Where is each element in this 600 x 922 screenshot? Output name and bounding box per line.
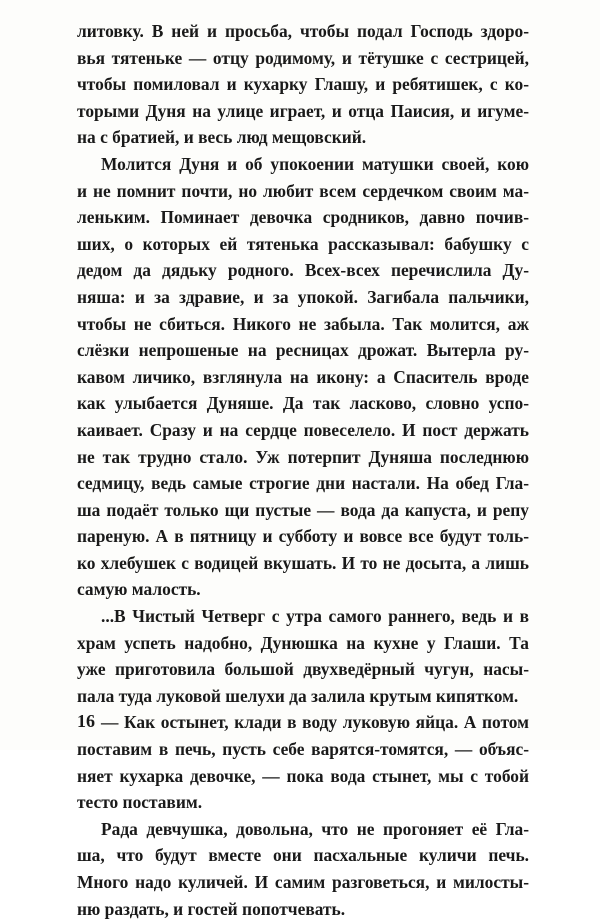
text-line: каивает. Сразу и на сердце повеселело. И пост держать — [77, 419, 529, 440]
text-line: чтобы помиловал и кухарку Глашу, и ребятишек, с ко- — [77, 74, 529, 95]
text-line: храм успеть надобно, Дунюшка на кухне у Глаши. Та — [77, 632, 529, 653]
text-line: — Как остынет, клади в воду луковую яйца. А потом — [101, 712, 529, 733]
text-line: леньким. Поминает девочка сродников, давно почив- — [77, 207, 529, 228]
text-line: ша подаёт только щи пустые — вода да капуста, и репу — [77, 499, 529, 520]
text-line: вья тятеньке — отцу родимому, и тётушке с сестрицей, — [77, 47, 529, 68]
paragraph — [77, 603, 529, 709]
text-line: пареную. А в пятницу и субботу и вовсе все будут толь- — [77, 526, 529, 547]
text-line: ша, что будут вместе они пасхальные куличи печь. — [77, 845, 529, 866]
text-line: ших, о которых ей тятенька рассказывал: бабушку с — [77, 233, 529, 254]
paragraph — [77, 18, 529, 151]
text-line: кавом личико, взглянула на икону: а Спаситель вроде — [77, 366, 529, 387]
paragraph — [77, 151, 529, 603]
text-line: поставим в печь, пусть себе варятся-томятся, — объяс- — [77, 739, 529, 760]
text-line: дедом да дядьку родного. Всех-всех перечислила Ду- — [77, 260, 529, 281]
text-line: ню раздать, и гостей попотчевать. — [77, 898, 346, 919]
text-line: Молится Дуня и об упокоении матушки своей, кою — [101, 153, 529, 174]
text-line: слёзки непрошеные на ресницах дрожат. Вытерла ру- — [77, 340, 529, 361]
text-line: уже приготовила большой двухведёрный чугун, насы- — [77, 659, 529, 680]
text-line: торыми Дуня на улице играет, и отца Паисия, и игуме- — [77, 100, 529, 121]
text-line: няет кухарка девочке, — пока вода стынет, мы с тобой — [77, 765, 529, 786]
text-line: самую малость. — [77, 579, 201, 600]
body-text — [77, 18, 529, 922]
text-line: литовку. В ней и просьба, чтобы подал Господь здоро- — [77, 21, 529, 41]
text-line: тесто поставим. — [77, 792, 203, 813]
text-line: ...В Чистый Четверг с утра самого раннего, ведь и в — [101, 606, 529, 627]
page-number: 16 — [77, 711, 95, 731]
text-line: пала туда луковой шелухи да залила крутым кипятком. — [77, 685, 519, 706]
paragraph — [77, 816, 529, 922]
text-line: няша: и за здравие, и за упокой. Загибала пальчики, — [77, 286, 529, 307]
paragraph — [77, 709, 529, 815]
text-line: ко хлебушек с водицей вкушать. И то не досыта, а лишь — [77, 552, 529, 573]
text-line: Рада девчушка, довольна, что не прогоняет её Гла- — [101, 818, 529, 839]
text-line: и не помнит почти, но любит всем сердечком своим ма- — [77, 180, 529, 201]
text-line: чтобы не сбиться. Никого не забыла. Так молится, аж — [77, 313, 529, 334]
text-line: не так трудно стало. Уж потерпит Дуняша последнюю — [77, 446, 529, 467]
text-line: как улыбается Дуняше. Да так ласково, словно успо- — [77, 393, 529, 414]
text-line: на с братией, и весь люд мещовский. — [77, 127, 367, 148]
text-line: седмицу, ведь самые строгие дни настали. На обед Гла- — [77, 473, 529, 494]
text-line: Много надо куличей. И самим разговеться, и милосты- — [77, 872, 529, 892]
